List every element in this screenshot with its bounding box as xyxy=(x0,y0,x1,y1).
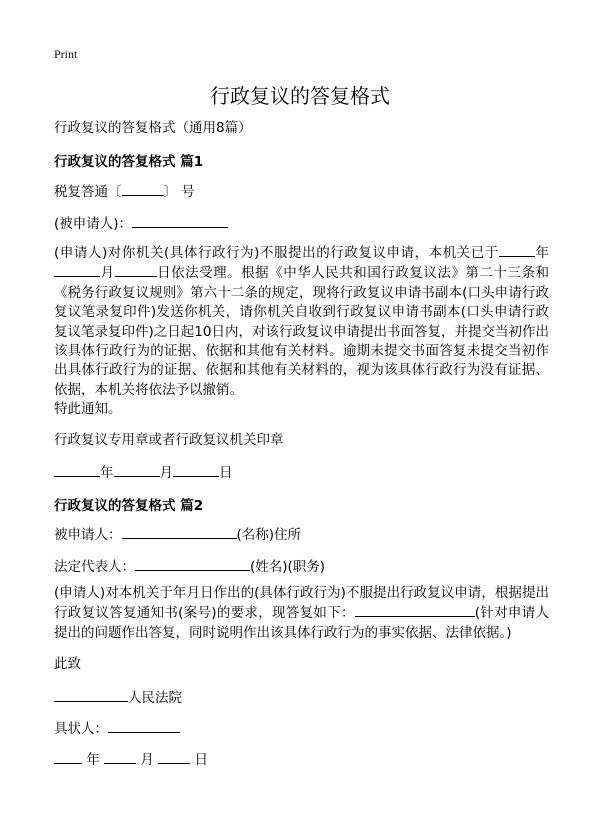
section1-body xyxy=(54,243,549,400)
section2-body-a: (申请人)对本机关于年月日作出的(具体行政行为)不服提出行政复议申请，根据提出行政复议答复通知书(案号)的要求，现答复如下： xyxy=(54,585,549,622)
section2-heading: 行政复议的答复格式 篇2 xyxy=(54,498,204,514)
blank xyxy=(54,463,100,477)
respondent-blank xyxy=(122,525,237,539)
section1-body-b: 日依法受理。根据《中华人民共和国行政复议法》第二十三条和《税务行政复议规则》第六十二条的规定，现将行政复议申请书副本(口头申请行政复议笔录复印件)发送你机关，请你机关自收到行政复议申请书副本(口头申请行政复议笔录复印件)之日起10日内，对该行政复议申请提出书面答复，并提交当初作出该具体行政行为的证据、依据和其他有关材料。逾期未提交书面答复未提交当初作出具体行政行为的证据、依据和其他有关材料的，视为该具体行政行为没有证据、依据，本机关将依法予以撤销。 xyxy=(54,265,550,398)
respondent-label: (被申请人)： xyxy=(54,216,133,232)
respondent-label: 被申请人： xyxy=(54,527,122,543)
section2-date-line xyxy=(54,750,208,769)
section2-court-line xyxy=(54,688,182,707)
section2-legal-rep-line xyxy=(54,557,325,576)
section2-body xyxy=(54,584,549,643)
legal-rep-suffix: (姓名)(职务) xyxy=(250,559,326,575)
month-word: 月 xyxy=(100,265,115,282)
reference-prefix: 税复答通〔 xyxy=(54,184,122,200)
signer-label: 具状人： xyxy=(54,721,108,737)
date-day-word: 日 xyxy=(219,465,233,481)
signer-blank xyxy=(108,719,180,733)
blank xyxy=(114,463,160,477)
page-title: 行政复议的答复格式 xyxy=(210,84,390,108)
court-suffix: 人民法院 xyxy=(128,690,182,706)
section1-heading: 行政复议的答复格式 篇1 xyxy=(54,154,204,170)
respondent-suffix: (名称)住所 xyxy=(236,527,302,543)
print-link[interactable]: Print xyxy=(54,47,78,61)
blank xyxy=(158,750,190,764)
date-year-word: 年 xyxy=(100,465,114,481)
section1-notice: 特此通知。 xyxy=(54,401,122,417)
section1-date-line xyxy=(54,463,233,482)
section2-respondent-line xyxy=(54,525,301,544)
reference-blank xyxy=(122,182,164,196)
legal-rep-blank xyxy=(135,557,250,571)
blank xyxy=(104,750,136,764)
court-blank xyxy=(54,688,128,702)
section1-reference-line xyxy=(54,182,195,201)
section1-respondent-line xyxy=(54,214,228,233)
document-subtitle: 行政复议的答复格式（通用8篇） xyxy=(54,120,252,136)
blank xyxy=(499,243,535,257)
date-year-word: 年 xyxy=(86,752,100,768)
section1-body-a: (申请人)对你机关(具体行政行为)不服提出的行政复议申请，本机关已于 xyxy=(54,245,499,261)
year-word: 年 xyxy=(534,245,549,261)
date-day-word: 日 xyxy=(194,752,208,768)
date-month-word: 月 xyxy=(140,752,154,768)
reference-suffix: 〕 号 xyxy=(163,184,195,200)
blank xyxy=(54,263,100,277)
legal-rep-label: 法定代表人： xyxy=(54,559,135,575)
respondent-blank xyxy=(132,214,228,228)
section2-signer-line xyxy=(54,719,180,738)
section1-seal-line: 行政复议专用章或者行政复议机关印章 xyxy=(54,432,284,448)
section2-body-b: (针对申请人提出的问题作出答复，同时说明作出该具体行政行为的事实依据、法律依据。) xyxy=(54,605,549,641)
blank xyxy=(54,750,82,764)
section2-closing: 此致 xyxy=(54,656,81,672)
blank xyxy=(115,263,157,277)
date-month-word: 月 xyxy=(159,465,173,481)
blank xyxy=(355,603,475,617)
blank xyxy=(173,463,219,477)
